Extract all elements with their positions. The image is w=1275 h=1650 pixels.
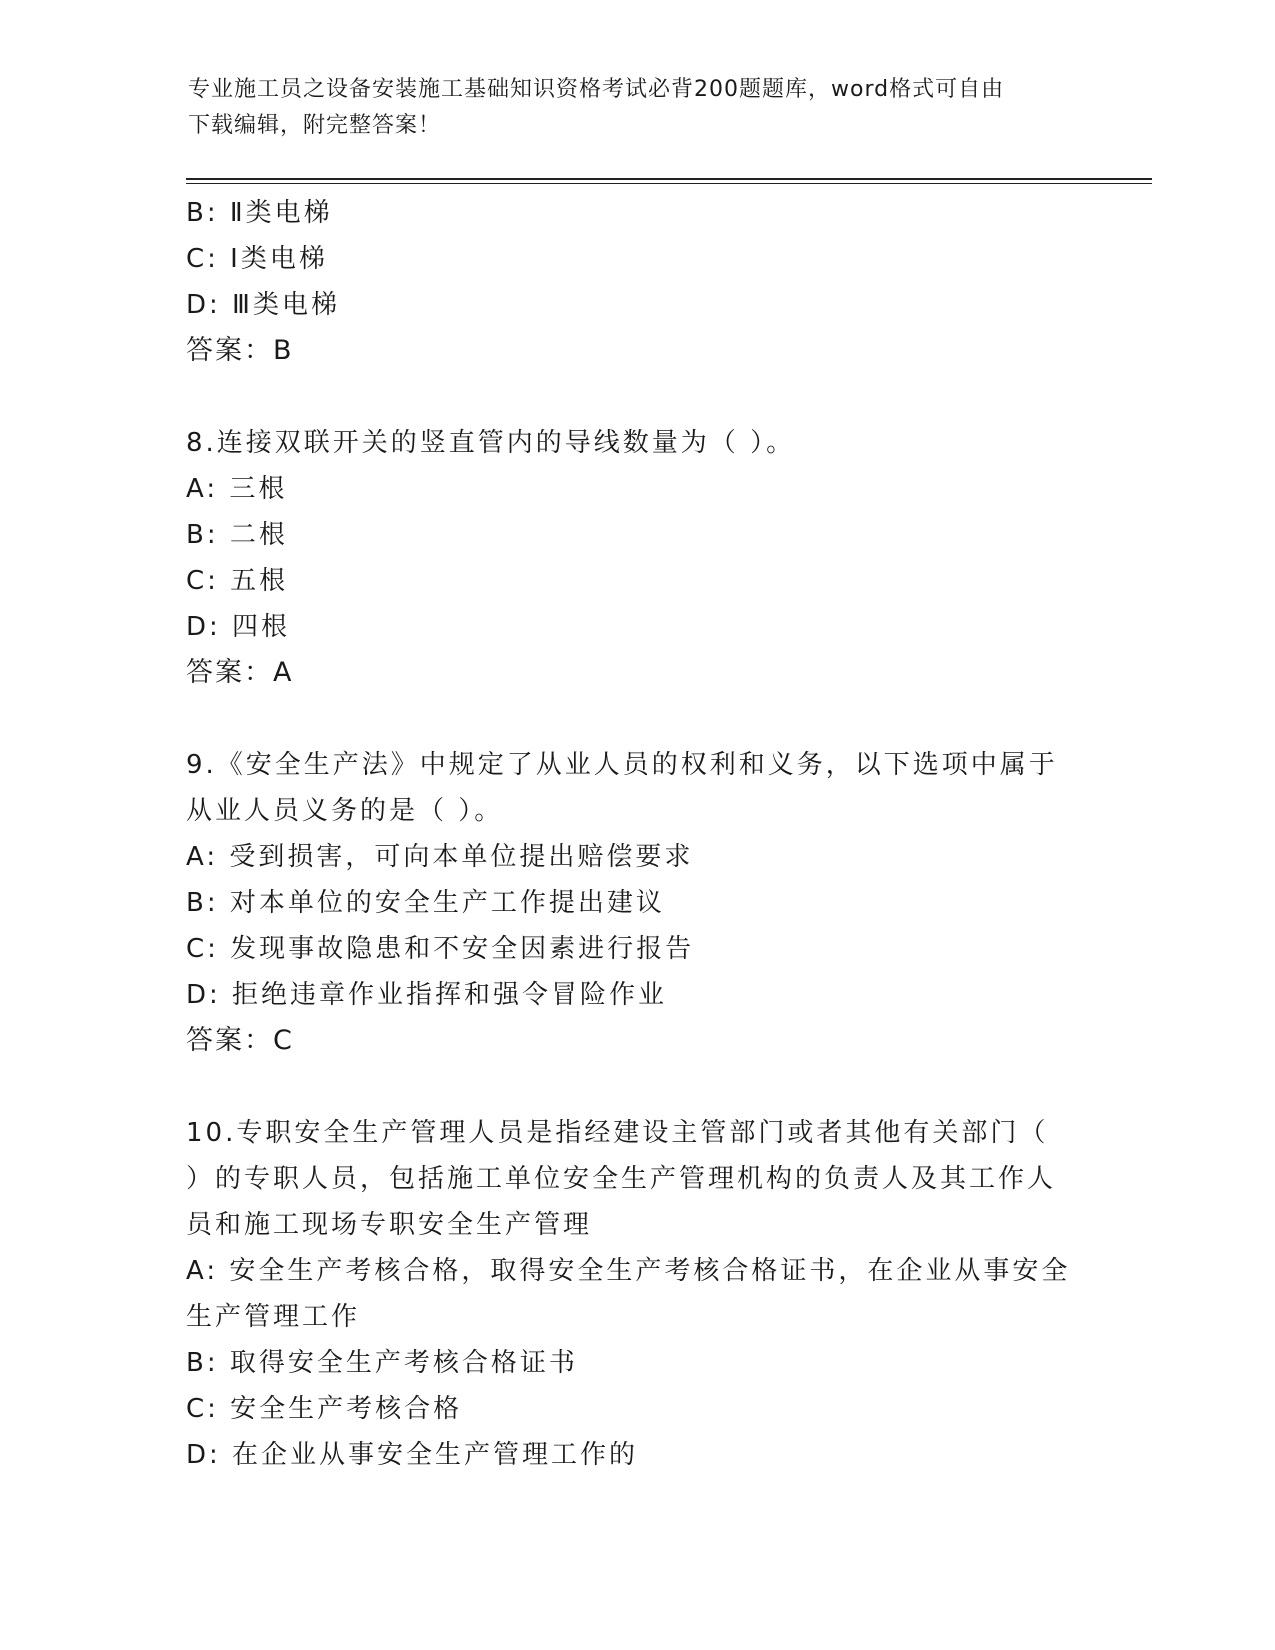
option-c: C: 五根	[186, 566, 289, 596]
header-line-2: 下载编辑，附完整答案！	[188, 113, 442, 138]
question-stem-line-3: 员和施工现场专职安全生产管理	[186, 1210, 593, 1240]
spacer	[186, 696, 1086, 742]
question-10	[186, 1110, 1086, 1478]
option-c: C: Ⅰ类电梯	[186, 244, 328, 274]
header-line-1: 专业施工员之设备安装施工基础知识资格考试必背200题题库，word格式可自由	[188, 77, 1005, 102]
option-a: A: 三根	[186, 474, 288, 504]
question-stem-line-2: 从业人员义务的是（ ）。	[186, 796, 504, 826]
question-stem: 8.连接双联开关的竖直管内的导线数量为（ ）。	[186, 428, 796, 458]
option-d: D: 四根	[186, 612, 291, 642]
option-d: D: 拒绝违章作业指挥和强令冒险作业	[186, 980, 668, 1010]
option-b: B: 对本单位的安全生产工作提出建议	[186, 888, 665, 918]
option-b: B: 二根	[186, 520, 288, 550]
option-a-line-1: A: 安全生产考核合格，取得安全生产考核合格证书，在企业从事安全	[186, 1256, 1071, 1286]
option-a: A: 受到损害，可向本单位提出赔偿要求	[186, 842, 694, 872]
document-body	[186, 190, 1086, 1478]
option-c: C: 安全生产考核合格	[186, 1394, 463, 1424]
question-stem-line-2: ）的专职人员，包括施工单位安全生产管理机构的负责人及其工作人	[186, 1164, 1057, 1194]
question-7-continuation	[186, 190, 1086, 374]
header-divider-thin	[186, 183, 1152, 184]
spacer	[186, 1064, 1086, 1110]
option-b: B: Ⅱ类电梯	[186, 198, 333, 228]
option-d: D: Ⅲ类电梯	[186, 290, 340, 320]
answer-line: 答案：B	[186, 335, 294, 366]
header-divider-thick	[186, 178, 1152, 180]
spacer	[186, 374, 1086, 420]
question-9	[186, 742, 1086, 1064]
option-c: C: 发现事故隐患和不安全因素进行报告	[186, 934, 695, 964]
answer-line: 答案：C	[186, 1025, 294, 1056]
question-stem-line-1: 10.专职安全生产管理人员是指经建设主管部门或者其他有关部门（	[186, 1118, 1049, 1148]
option-a-line-2: 生产管理工作	[186, 1302, 361, 1332]
option-b: B: 取得安全生产考核合格证书	[186, 1348, 578, 1378]
answer-line: 答案：A	[186, 657, 294, 688]
question-stem-line-1: 9.《安全生产法》中规定了从业人员的权利和义务，以下选项中属于	[186, 750, 1058, 780]
question-8	[186, 420, 1086, 696]
document-header	[188, 72, 1088, 144]
option-d: D: 在企业从事安全生产管理工作的	[186, 1440, 639, 1470]
